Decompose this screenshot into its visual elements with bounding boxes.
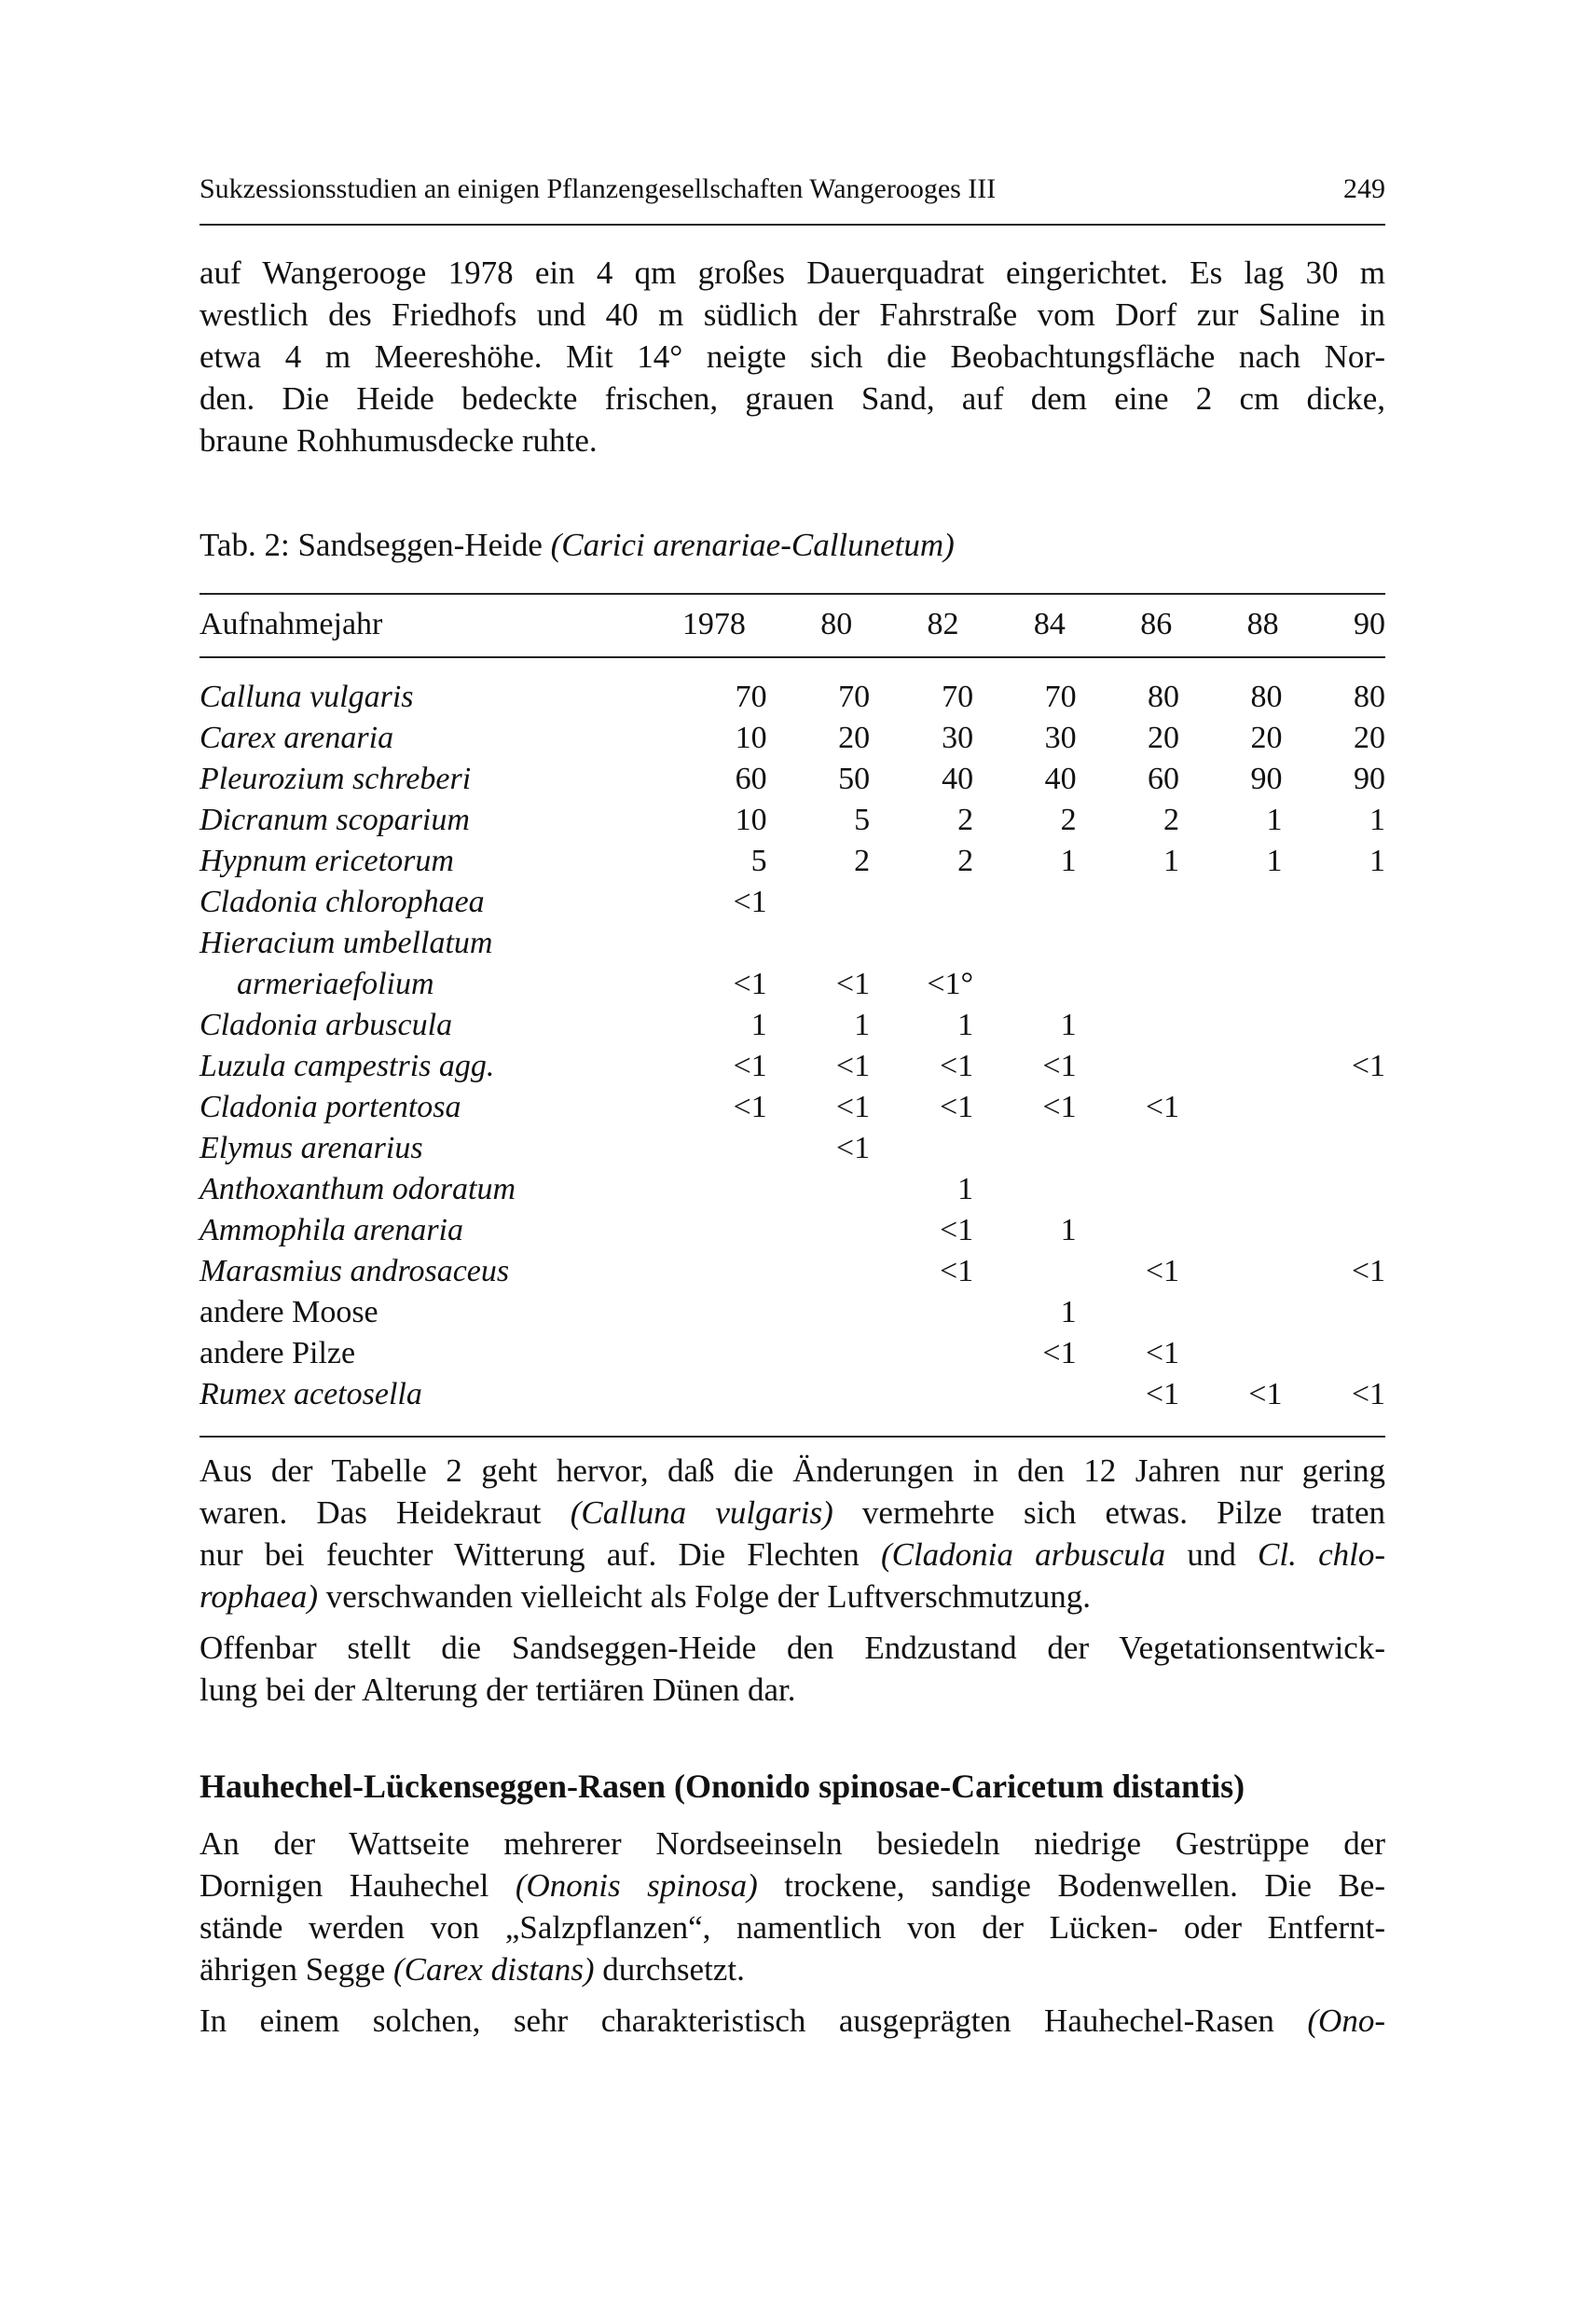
page-number: 249 bbox=[1343, 173, 1385, 204]
year-row bbox=[200, 604, 1385, 645]
cover-value bbox=[870, 1292, 973, 1333]
species-name: Dicranum scoparium bbox=[200, 803, 470, 837]
cover-value bbox=[973, 1169, 1076, 1210]
text-line: rophaea) verschwanden vielleicht als Folge der Luftverschmutzung. bbox=[200, 1578, 1092, 1615]
cover-value bbox=[1282, 882, 1385, 923]
cover-value bbox=[1282, 923, 1385, 964]
cover-value: 1 bbox=[1369, 844, 1385, 878]
cover-value: 30 bbox=[1044, 721, 1077, 755]
year-cell: 84 bbox=[1033, 607, 1066, 641]
cover-value: 2 bbox=[1163, 803, 1180, 837]
table-row bbox=[200, 1374, 1385, 1415]
text-line: ährigen Segge (Carex distans) durchsetzt. bbox=[200, 1951, 745, 1988]
cover-value: 1 bbox=[854, 1008, 871, 1042]
table-row bbox=[200, 718, 1385, 759]
cover-value: 50 bbox=[838, 762, 871, 796]
cover-value: <1 bbox=[1145, 1090, 1180, 1124]
cover-value: <1 bbox=[835, 1131, 871, 1165]
cover-value: 20 bbox=[1148, 721, 1180, 755]
text-line: den. Die Heide bedeckte frischen, grauen Sand, auf dem eine 2 cm dicke, bbox=[200, 380, 1385, 417]
cover-value: <1 bbox=[939, 1213, 974, 1247]
text-line: auf Wangerooge 1978 ein 4 qm großes Dauerquadrat eingerichtet. Es lag 30 m bbox=[200, 255, 1385, 291]
cover-value: 20 bbox=[1250, 721, 1283, 755]
cover-value: <1 bbox=[1145, 1377, 1180, 1411]
cover-value bbox=[1077, 1046, 1179, 1087]
text-line: etwa 4 m Meereshöhe. Mit 14° neigte sich die Beobachtungsfläche nach Nor- bbox=[200, 338, 1385, 375]
table-row bbox=[200, 923, 1385, 964]
cover-value: 5 bbox=[750, 844, 767, 878]
cover-value bbox=[1179, 964, 1282, 1005]
cover-value bbox=[1077, 1210, 1179, 1251]
cover-value bbox=[1179, 1087, 1282, 1128]
cover-value bbox=[1282, 1210, 1385, 1251]
cover-value bbox=[973, 1251, 1076, 1292]
text-line: waren. Das Heidekraut (Calluna vulgaris) vermehrte sich etwas. Pilze traten bbox=[200, 1494, 1385, 1531]
table-row bbox=[200, 1251, 1385, 1292]
cover-value bbox=[1179, 1169, 1282, 1210]
cover-value: 2 bbox=[957, 844, 974, 878]
cover-value: <1 bbox=[1351, 1254, 1385, 1288]
table-bottom-rule bbox=[200, 1436, 1385, 1438]
table-row bbox=[200, 1333, 1385, 1374]
text-line: Offenbar stellt die Sandseggen-Heide den Endzustand der Vegetationsentwick- bbox=[200, 1630, 1385, 1666]
cover-value bbox=[1077, 1169, 1179, 1210]
cover-value: <1 bbox=[733, 1049, 767, 1083]
cover-value: 80 bbox=[1148, 680, 1180, 714]
cover-value bbox=[1077, 1292, 1179, 1333]
year-label: Aufnahmejahr bbox=[200, 607, 383, 641]
cover-value bbox=[1282, 1169, 1385, 1210]
cover-value bbox=[1179, 1046, 1282, 1087]
cover-value bbox=[1077, 923, 1179, 964]
cover-value: <1 bbox=[1042, 1336, 1077, 1370]
final-paragraph bbox=[200, 2000, 1385, 2042]
cover-value: <1 bbox=[939, 1090, 974, 1124]
text-line: An der Wattseite mehrerer Nordseeinseln besiedeln niedrige Gestrüppe der bbox=[200, 1825, 1385, 1862]
text-line: Dornigen Hauhechel (Ononis spinosa) trockene, sandige Bodenwellen. Die Be- bbox=[200, 1867, 1385, 1904]
table-top-rule bbox=[200, 593, 1385, 595]
cover-value: 80 bbox=[1250, 680, 1283, 714]
cover-value bbox=[973, 923, 1076, 964]
cover-value: <1 bbox=[733, 885, 767, 919]
cover-value bbox=[1179, 1210, 1282, 1251]
table-mid-rule bbox=[200, 656, 1385, 658]
cover-value: 30 bbox=[942, 721, 974, 755]
table-row bbox=[200, 1128, 1385, 1169]
cover-value bbox=[870, 923, 973, 964]
cover-value: <1 bbox=[835, 967, 871, 1001]
year-cell: 1978 bbox=[681, 607, 746, 641]
table-header bbox=[200, 604, 1385, 645]
species-table bbox=[200, 677, 1385, 1415]
cover-value: <1 bbox=[1042, 1090, 1077, 1124]
cover-value: <1 bbox=[1351, 1377, 1385, 1411]
species-name: Ammophila arenaria bbox=[200, 1213, 464, 1247]
table-row bbox=[200, 1005, 1385, 1046]
cover-value bbox=[973, 964, 1076, 1005]
cover-value: 1 bbox=[1266, 844, 1283, 878]
table-row bbox=[200, 677, 1385, 718]
species-name: Anthoxanthum odoratum bbox=[200, 1172, 516, 1206]
cover-value bbox=[870, 882, 973, 923]
cover-value: 70 bbox=[838, 680, 871, 714]
cover-value: 40 bbox=[942, 762, 974, 796]
cover-value: 10 bbox=[735, 721, 767, 755]
cover-value: 60 bbox=[735, 762, 767, 796]
species-name: Luzula campestris agg. bbox=[200, 1049, 495, 1083]
cover-value: <1 bbox=[939, 1049, 974, 1083]
cover-value: 2 bbox=[854, 844, 871, 878]
cover-value: 1 bbox=[957, 1008, 974, 1042]
cover-value: <1 bbox=[1145, 1254, 1180, 1288]
text-line: Aus der Tabelle 2 geht hervor, daß die Änderungen in den 12 Jahren nur gering bbox=[200, 1452, 1385, 1489]
cover-value: <1 bbox=[1351, 1049, 1385, 1083]
cover-value: 10 bbox=[735, 803, 767, 837]
cover-value bbox=[1282, 1005, 1385, 1046]
species-name: Cladonia arbuscula bbox=[200, 1008, 453, 1042]
cover-value bbox=[1282, 1128, 1385, 1169]
caption-latin: (Carici arenariae-Callunetum) bbox=[550, 527, 955, 563]
species-name: andere Moose bbox=[200, 1295, 378, 1329]
cover-value bbox=[767, 1333, 870, 1374]
cover-value bbox=[1282, 1333, 1385, 1374]
cover-value: 70 bbox=[735, 680, 767, 714]
cover-value: 1 bbox=[1060, 844, 1077, 878]
text-line: braune Rohhumusdecke ruhte. bbox=[200, 422, 598, 459]
cover-value bbox=[767, 923, 870, 964]
year-cell: 82 bbox=[927, 607, 959, 641]
cover-value: 70 bbox=[942, 680, 974, 714]
species-name: andere Pilze bbox=[200, 1336, 356, 1370]
table-row bbox=[200, 1169, 1385, 1210]
running-title: Sukzessionsstudien an einigen Pflanzengesellschaften Wangerooges III bbox=[200, 173, 997, 204]
cover-value bbox=[1282, 1087, 1385, 1128]
species-name: Hypnum ericetorum bbox=[200, 844, 454, 878]
conclusion-paragraph bbox=[200, 1627, 1385, 1711]
cover-value bbox=[767, 1251, 870, 1292]
cover-value bbox=[1179, 1005, 1282, 1046]
cover-value bbox=[870, 1128, 973, 1169]
header-rule bbox=[200, 224, 1385, 226]
section-paragraph bbox=[200, 1823, 1385, 1990]
table-row bbox=[200, 882, 1385, 923]
year-cell: 80 bbox=[820, 607, 853, 641]
text-line: stände werden von „Salzpflanzen“, namentlich von der Lücken- oder Entfernt- bbox=[200, 1909, 1385, 1946]
cover-value bbox=[973, 1128, 1076, 1169]
year-cell: 88 bbox=[1246, 607, 1279, 641]
cover-value: 70 bbox=[1044, 680, 1077, 714]
cover-value: 20 bbox=[838, 721, 871, 755]
species-name: Hieracium umbellatum bbox=[200, 926, 493, 960]
cover-value: 1 bbox=[750, 1008, 767, 1042]
table-row bbox=[200, 1292, 1385, 1333]
cover-value: 20 bbox=[1354, 721, 1385, 755]
text-line: In einem solchen, sehr charakteristisch ausgeprägten Hauhechel-Rasen (Ono- bbox=[200, 2002, 1385, 2039]
cover-value bbox=[664, 1210, 766, 1251]
cover-value: <1 bbox=[939, 1254, 974, 1288]
cover-value bbox=[1179, 1128, 1282, 1169]
cover-value bbox=[664, 1169, 766, 1210]
table-caption bbox=[200, 524, 955, 566]
cover-value: 1 bbox=[1266, 803, 1283, 837]
cover-value bbox=[767, 1374, 870, 1415]
species-name: Elymus arenarius bbox=[200, 1131, 423, 1165]
cover-value bbox=[1179, 882, 1282, 923]
table-row bbox=[200, 800, 1385, 841]
cover-value: 1 bbox=[957, 1172, 974, 1206]
cover-value bbox=[870, 1333, 973, 1374]
table-row bbox=[200, 1087, 1385, 1128]
species-name: Cladonia portentosa bbox=[200, 1090, 461, 1124]
species-name: Pleurozium schreberi bbox=[200, 762, 472, 796]
cover-value: 2 bbox=[957, 803, 974, 837]
table-row bbox=[200, 1210, 1385, 1251]
cover-value bbox=[664, 1292, 766, 1333]
cover-value bbox=[664, 1251, 766, 1292]
cover-value: <1 bbox=[1042, 1049, 1077, 1083]
cover-value: 60 bbox=[1148, 762, 1180, 796]
cover-value bbox=[1282, 964, 1385, 1005]
cover-value bbox=[767, 1210, 870, 1251]
species-name: Rumex acetosella bbox=[200, 1377, 422, 1411]
cover-value: 5 bbox=[854, 803, 871, 837]
cover-value bbox=[1179, 1292, 1282, 1333]
cover-value bbox=[870, 1374, 973, 1415]
year-cell: 86 bbox=[1140, 607, 1173, 641]
cover-value bbox=[1179, 1251, 1282, 1292]
cover-value bbox=[767, 882, 870, 923]
species-name: armeriaefolium bbox=[237, 967, 434, 1001]
text-line: lung bei der Alterung der tertiären Dünen dar. bbox=[200, 1672, 796, 1708]
cover-value: 90 bbox=[1354, 762, 1385, 796]
cover-value bbox=[664, 1333, 766, 1374]
cover-value bbox=[664, 1374, 766, 1415]
cover-value bbox=[767, 1292, 870, 1333]
species-name: Calluna vulgaris bbox=[200, 680, 414, 714]
table-row bbox=[200, 841, 1385, 882]
text-line: westlich des Friedhofs und 40 m südlich der Fahrstraße vom Dorf zur Saline in bbox=[200, 296, 1385, 333]
species-name: Marasmius androsaceus bbox=[200, 1254, 510, 1288]
caption-prefix: Tab. 2: Sandseggen-Heide bbox=[200, 527, 551, 563]
cover-value: <1 bbox=[1248, 1377, 1283, 1411]
cover-value bbox=[664, 923, 766, 964]
year-cell: 90 bbox=[1354, 607, 1385, 641]
cover-value: 1 bbox=[1060, 1295, 1077, 1329]
cover-value bbox=[1077, 882, 1179, 923]
cover-value: <1 bbox=[1145, 1336, 1180, 1370]
running-header bbox=[200, 173, 1385, 218]
cover-value: 90 bbox=[1250, 762, 1283, 796]
cover-value: <1 bbox=[733, 1090, 767, 1124]
cover-value: 40 bbox=[1044, 762, 1077, 796]
cover-value: 1 bbox=[1163, 844, 1180, 878]
cover-value: <1 bbox=[733, 967, 767, 1001]
cover-value: 1 bbox=[1060, 1213, 1077, 1247]
cover-value bbox=[1179, 1333, 1282, 1374]
cover-value bbox=[1077, 1128, 1179, 1169]
cover-value: 1 bbox=[1369, 803, 1385, 837]
cover-value: 1 bbox=[1060, 1008, 1077, 1042]
cover-value bbox=[1282, 1292, 1385, 1333]
species-name: Cladonia chlorophaea bbox=[200, 885, 485, 919]
cover-value bbox=[973, 1374, 1076, 1415]
cover-value: 2 bbox=[1060, 803, 1077, 837]
intro-paragraph bbox=[200, 252, 1385, 461]
table-row bbox=[200, 964, 1385, 1005]
cover-value bbox=[1077, 964, 1179, 1005]
species-name: Carex arenaria bbox=[200, 721, 394, 755]
cover-value: 80 bbox=[1354, 680, 1385, 714]
cover-value: <1 bbox=[835, 1090, 871, 1124]
cover-value bbox=[767, 1169, 870, 1210]
cover-value bbox=[1077, 1005, 1179, 1046]
result-paragraph bbox=[200, 1450, 1385, 1617]
table-row bbox=[200, 759, 1385, 800]
text-line: nur bei feuchter Witterung auf. Die Flechten (Cladonia arbuscula und Cl. chlo- bbox=[200, 1536, 1385, 1573]
section-heading: Hauhechel-Lückenseggen-Rasen (Ononido spinosae-Caricetum distantis) bbox=[200, 1768, 1245, 1805]
cover-value: <1 bbox=[835, 1049, 871, 1083]
cover-value: <1° bbox=[927, 967, 974, 1001]
cover-value bbox=[1179, 923, 1282, 964]
table-row bbox=[200, 1046, 1385, 1087]
cover-value bbox=[973, 882, 1076, 923]
cover-value bbox=[664, 1128, 766, 1169]
